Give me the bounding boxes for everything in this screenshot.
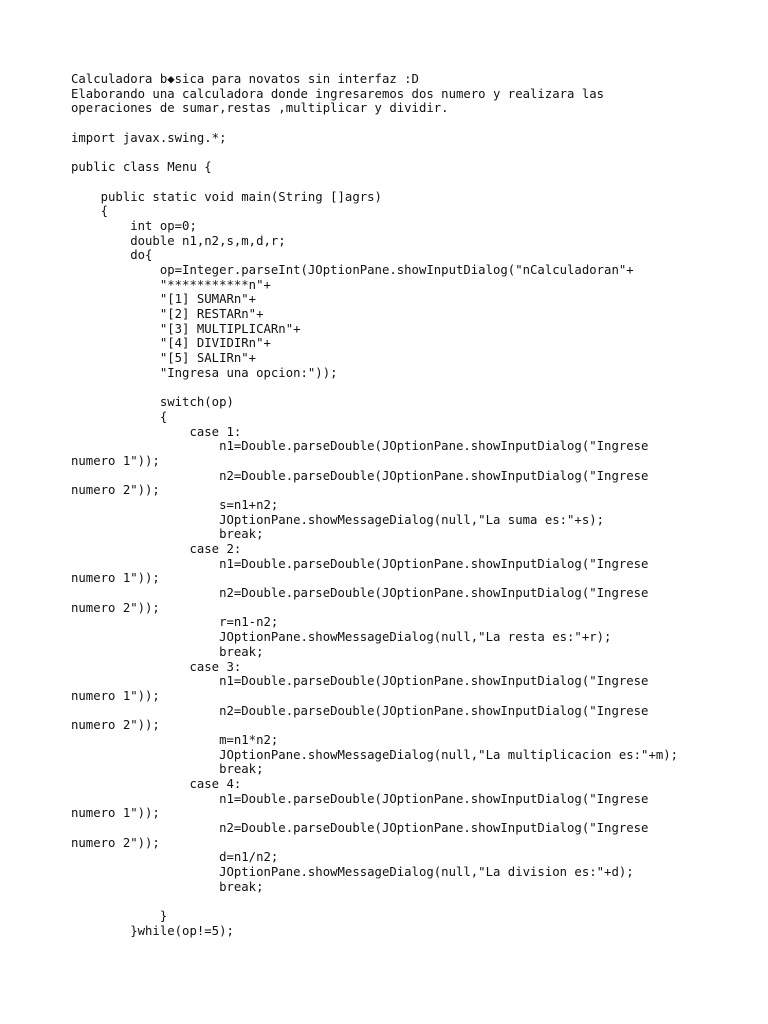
code-line: case 2: bbox=[71, 542, 242, 556]
code-line: numero 1")); bbox=[71, 688, 160, 703]
document-page bbox=[71, 72, 751, 939]
code-line: n1=Double.parseDouble(JOptionPane.showInputDialog("Ingrese bbox=[71, 556, 649, 571]
code-line: "[3] MULTIPLICARn"+ bbox=[71, 321, 301, 336]
code-line: case 3: bbox=[71, 659, 242, 674]
code-line: numero 1")); bbox=[71, 453, 160, 468]
code-line: int op=0; bbox=[71, 218, 197, 233]
code-line: "[4] DIVIDIRn"+ bbox=[71, 336, 271, 351]
code-line: JOptionPane.showMessageDialog(null,"La multiplicacion es:"+m); bbox=[71, 747, 679, 762]
code-line: }while(op!=5); bbox=[71, 923, 234, 938]
code-line: public class Menu { bbox=[71, 160, 212, 175]
code-line: n2=Double.parseDouble(JOptionPane.showInputDialog("Ingrese bbox=[71, 468, 649, 483]
code-line: public static void main(String []agrs) bbox=[71, 189, 382, 204]
code-line: "[5] SALIRn"+ bbox=[71, 351, 257, 366]
code-line bbox=[71, 895, 751, 910]
code-line: "Ingresa una opcion:")); bbox=[71, 365, 338, 380]
code-line: numero 2")); bbox=[71, 835, 160, 850]
code-line: { bbox=[71, 204, 109, 219]
code-line: break; bbox=[71, 527, 264, 542]
code-line: JOptionPane.showMessageDialog(null,"La suma es:"+s); bbox=[71, 512, 605, 527]
code-line: JOptionPane.showMessageDialog(null,"La division es:"+d); bbox=[71, 865, 634, 880]
code-line bbox=[71, 116, 751, 131]
code-line: double n1,n2,s,m,d,r; bbox=[71, 233, 286, 248]
code-line: s=n1+n2; bbox=[71, 497, 279, 512]
code-line: do{ bbox=[71, 248, 153, 263]
code-line: r=n1-n2; bbox=[71, 615, 279, 630]
code-line: op=Integer.parseInt(JOptionPane.showInputDialog("nCalculadoran"+ bbox=[71, 262, 634, 277]
code-line: n2=Double.parseDouble(JOptionPane.showInputDialog("Ingrese bbox=[71, 821, 649, 836]
code-line: Calculadora b◆sica para novatos sin interfaz :D bbox=[71, 72, 419, 86]
code-line: JOptionPane.showMessageDialog(null,"La resta es:"+r); bbox=[71, 630, 612, 645]
code-line: case 1: bbox=[71, 424, 242, 439]
code-line: numero 2")); bbox=[71, 718, 160, 733]
code-line: n1=Double.parseDouble(JOptionPane.showInputDialog("Ingrese bbox=[71, 674, 649, 689]
code-line: d=n1/n2; bbox=[71, 850, 279, 865]
code-line: numero 1")); bbox=[71, 806, 160, 821]
code-line: operaciones de sumar,restas ,multiplicar y dividir. bbox=[71, 101, 449, 116]
code-line: numero 2")); bbox=[71, 600, 160, 615]
code-line bbox=[71, 380, 751, 395]
code-line: } bbox=[71, 909, 168, 924]
code-line: m=n1*n2; bbox=[71, 732, 279, 747]
code-line: numero 2")); bbox=[71, 483, 160, 498]
code-line: numero 1")); bbox=[71, 571, 160, 586]
code-line: n2=Double.parseDouble(JOptionPane.showInputDialog("Ingrese bbox=[71, 586, 649, 601]
code-line bbox=[71, 145, 751, 160]
code-line: case 4: bbox=[71, 777, 242, 791]
code-line: import javax.swing.*; bbox=[71, 130, 227, 145]
code-line: n1=Double.parseDouble(JOptionPane.showInputDialog("Ingrese bbox=[71, 791, 649, 806]
code-line: { bbox=[71, 409, 168, 424]
code-line: break; bbox=[71, 762, 264, 777]
code-line bbox=[71, 175, 751, 190]
code-line: switch(op) bbox=[71, 395, 234, 410]
code-line: Elaborando una calculadora donde ingresaremos dos numero y realizara las bbox=[71, 86, 605, 101]
code-line: n1=Double.parseDouble(JOptionPane.showInputDialog("Ingrese bbox=[71, 439, 649, 454]
code-line: break; bbox=[71, 644, 264, 659]
code-line: "***********n"+ bbox=[71, 277, 271, 292]
code-line: "[2] RESTARn"+ bbox=[71, 307, 264, 321]
code-line: n2=Double.parseDouble(JOptionPane.showInputDialog("Ingrese bbox=[71, 703, 649, 718]
code-line: break; bbox=[71, 879, 264, 894]
code-line: "[1] SUMARn"+ bbox=[71, 292, 257, 307]
